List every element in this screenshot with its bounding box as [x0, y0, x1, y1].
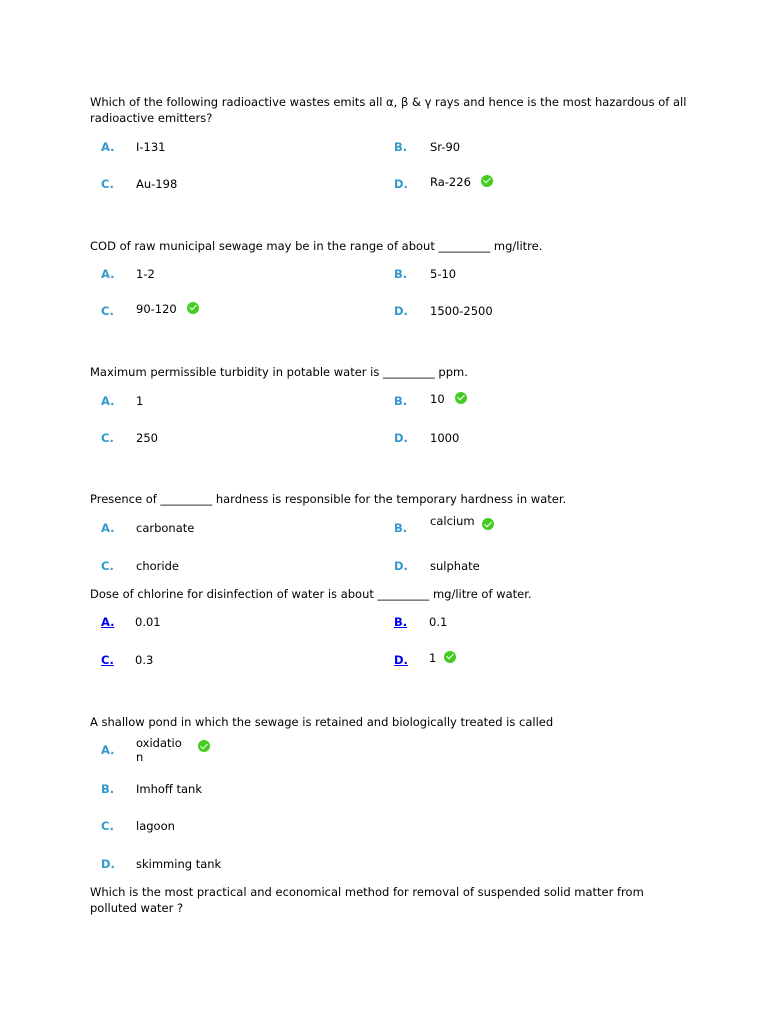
- check-circle-icon: [187, 302, 199, 314]
- options-row: [0, 140, 768, 160]
- check-circle-icon: [482, 518, 494, 530]
- check-circle-icon: [455, 392, 467, 404]
- option-c-text: 250: [136, 431, 158, 445]
- question-7-text: Which is the most practical and economical method for removal of suspended solid matter from polluted water ?: [90, 885, 644, 915]
- option-letter-b[interactable]: B.: [394, 267, 408, 281]
- option-letter-c-link[interactable]: C.: [101, 653, 114, 667]
- options-row: [0, 304, 768, 324]
- options-row: [0, 559, 768, 579]
- option-letter-d[interactable]: D.: [394, 177, 408, 191]
- option-letter-d[interactable]: D.: [394, 304, 408, 318]
- option-letter-d[interactable]: D.: [101, 857, 115, 871]
- options-row: [0, 653, 768, 673]
- option-d-text: skimming tank: [136, 857, 222, 871]
- option-letter-b[interactable]: B.: [394, 521, 408, 535]
- option-b-text: 0.1: [429, 615, 448, 629]
- option-d-text: 1500-2500: [430, 304, 493, 318]
- option-c-text: 90-120: [136, 302, 177, 316]
- options-row: [0, 431, 768, 451]
- question-2-text: COD of raw municipal sewage may be in the range of about _________ mg/litre.: [90, 239, 543, 253]
- option-b-text: 5-10: [430, 267, 457, 281]
- check-circle-icon: [198, 740, 210, 752]
- option-d-answer: [430, 175, 493, 189]
- check-circle-icon: [444, 651, 456, 663]
- option-c-text: 0.3: [135, 653, 154, 667]
- option-a-text: 1-2: [136, 267, 155, 281]
- options-row: [0, 394, 768, 414]
- options-row: [0, 177, 768, 197]
- option-letter-a-link[interactable]: A.: [101, 615, 115, 629]
- check-circle-icon: [481, 175, 493, 187]
- option-d-text: 1000: [430, 431, 460, 445]
- option-a-text: I-131: [136, 140, 166, 154]
- option-a-text: 1: [136, 394, 144, 408]
- option-row: [0, 736, 768, 764]
- option-letter-a[interactable]: A.: [101, 394, 115, 408]
- option-letter-c[interactable]: C.: [101, 431, 114, 445]
- question-3-text: Maximum permissible turbidity in potable water is _________ ppm.: [90, 365, 468, 379]
- option-letter-b-link[interactable]: B.: [394, 615, 408, 629]
- option-row: [0, 819, 768, 839]
- option-b-text: calcium: [430, 514, 475, 528]
- options-row: [0, 514, 768, 541]
- option-letter-c[interactable]: C.: [101, 304, 114, 318]
- option-b-answer: [430, 392, 467, 406]
- options-row: [0, 267, 768, 287]
- option-b-text: Imhoff tank: [136, 782, 203, 796]
- question-5-text: Dose of chlorine for disinfection of water is about _________ mg/litre of water.: [90, 587, 532, 601]
- option-c-text: choride: [136, 559, 179, 573]
- option-letter-a[interactable]: A.: [101, 521, 115, 535]
- option-letter-c[interactable]: C.: [101, 177, 114, 191]
- option-letter-d[interactable]: D.: [394, 431, 408, 445]
- option-letter-d[interactable]: D.: [394, 559, 408, 573]
- option-letter-b[interactable]: B.: [101, 782, 115, 796]
- option-letter-a[interactable]: A.: [101, 140, 115, 154]
- question-6-text: A shallow pond in which the sewage is retained and biologically treated is called: [90, 715, 554, 729]
- option-row: [0, 857, 768, 877]
- option-b-text: 10: [430, 392, 445, 406]
- option-letter-a[interactable]: A.: [101, 267, 115, 281]
- question-1-text: Which of the following radioactive wastes emits all α, β & γ rays and hence is the most hazardous of all radioactive emitters?: [90, 95, 687, 125]
- option-letter-d-link[interactable]: D.: [394, 653, 408, 667]
- option-c-text: Au-198: [136, 177, 178, 191]
- option-letter-c[interactable]: C.: [101, 819, 114, 833]
- option-a-text: 0.01: [135, 615, 161, 629]
- option-letter-b[interactable]: B.: [394, 394, 408, 408]
- option-d-answer: [429, 651, 456, 665]
- option-c-answer: [136, 302, 199, 316]
- options-row: [0, 615, 768, 635]
- option-b-text: Sr-90: [430, 140, 461, 154]
- option-a-text: oxidation: [136, 736, 182, 764]
- option-letter-b[interactable]: B.: [394, 140, 408, 154]
- option-d-text: sulphate: [430, 559, 480, 573]
- option-row: [0, 782, 768, 802]
- option-letter-c[interactable]: C.: [101, 559, 114, 573]
- option-d-text: 1: [429, 651, 437, 665]
- option-a-text: carbonate: [136, 521, 195, 535]
- option-d-text: Ra-226: [430, 175, 471, 189]
- option-letter-a[interactable]: A.: [101, 743, 115, 757]
- option-c-text: lagoon: [136, 819, 175, 833]
- question-4-text: Presence of _________ hardness is responsible for the temporary hardness in water.: [90, 492, 567, 506]
